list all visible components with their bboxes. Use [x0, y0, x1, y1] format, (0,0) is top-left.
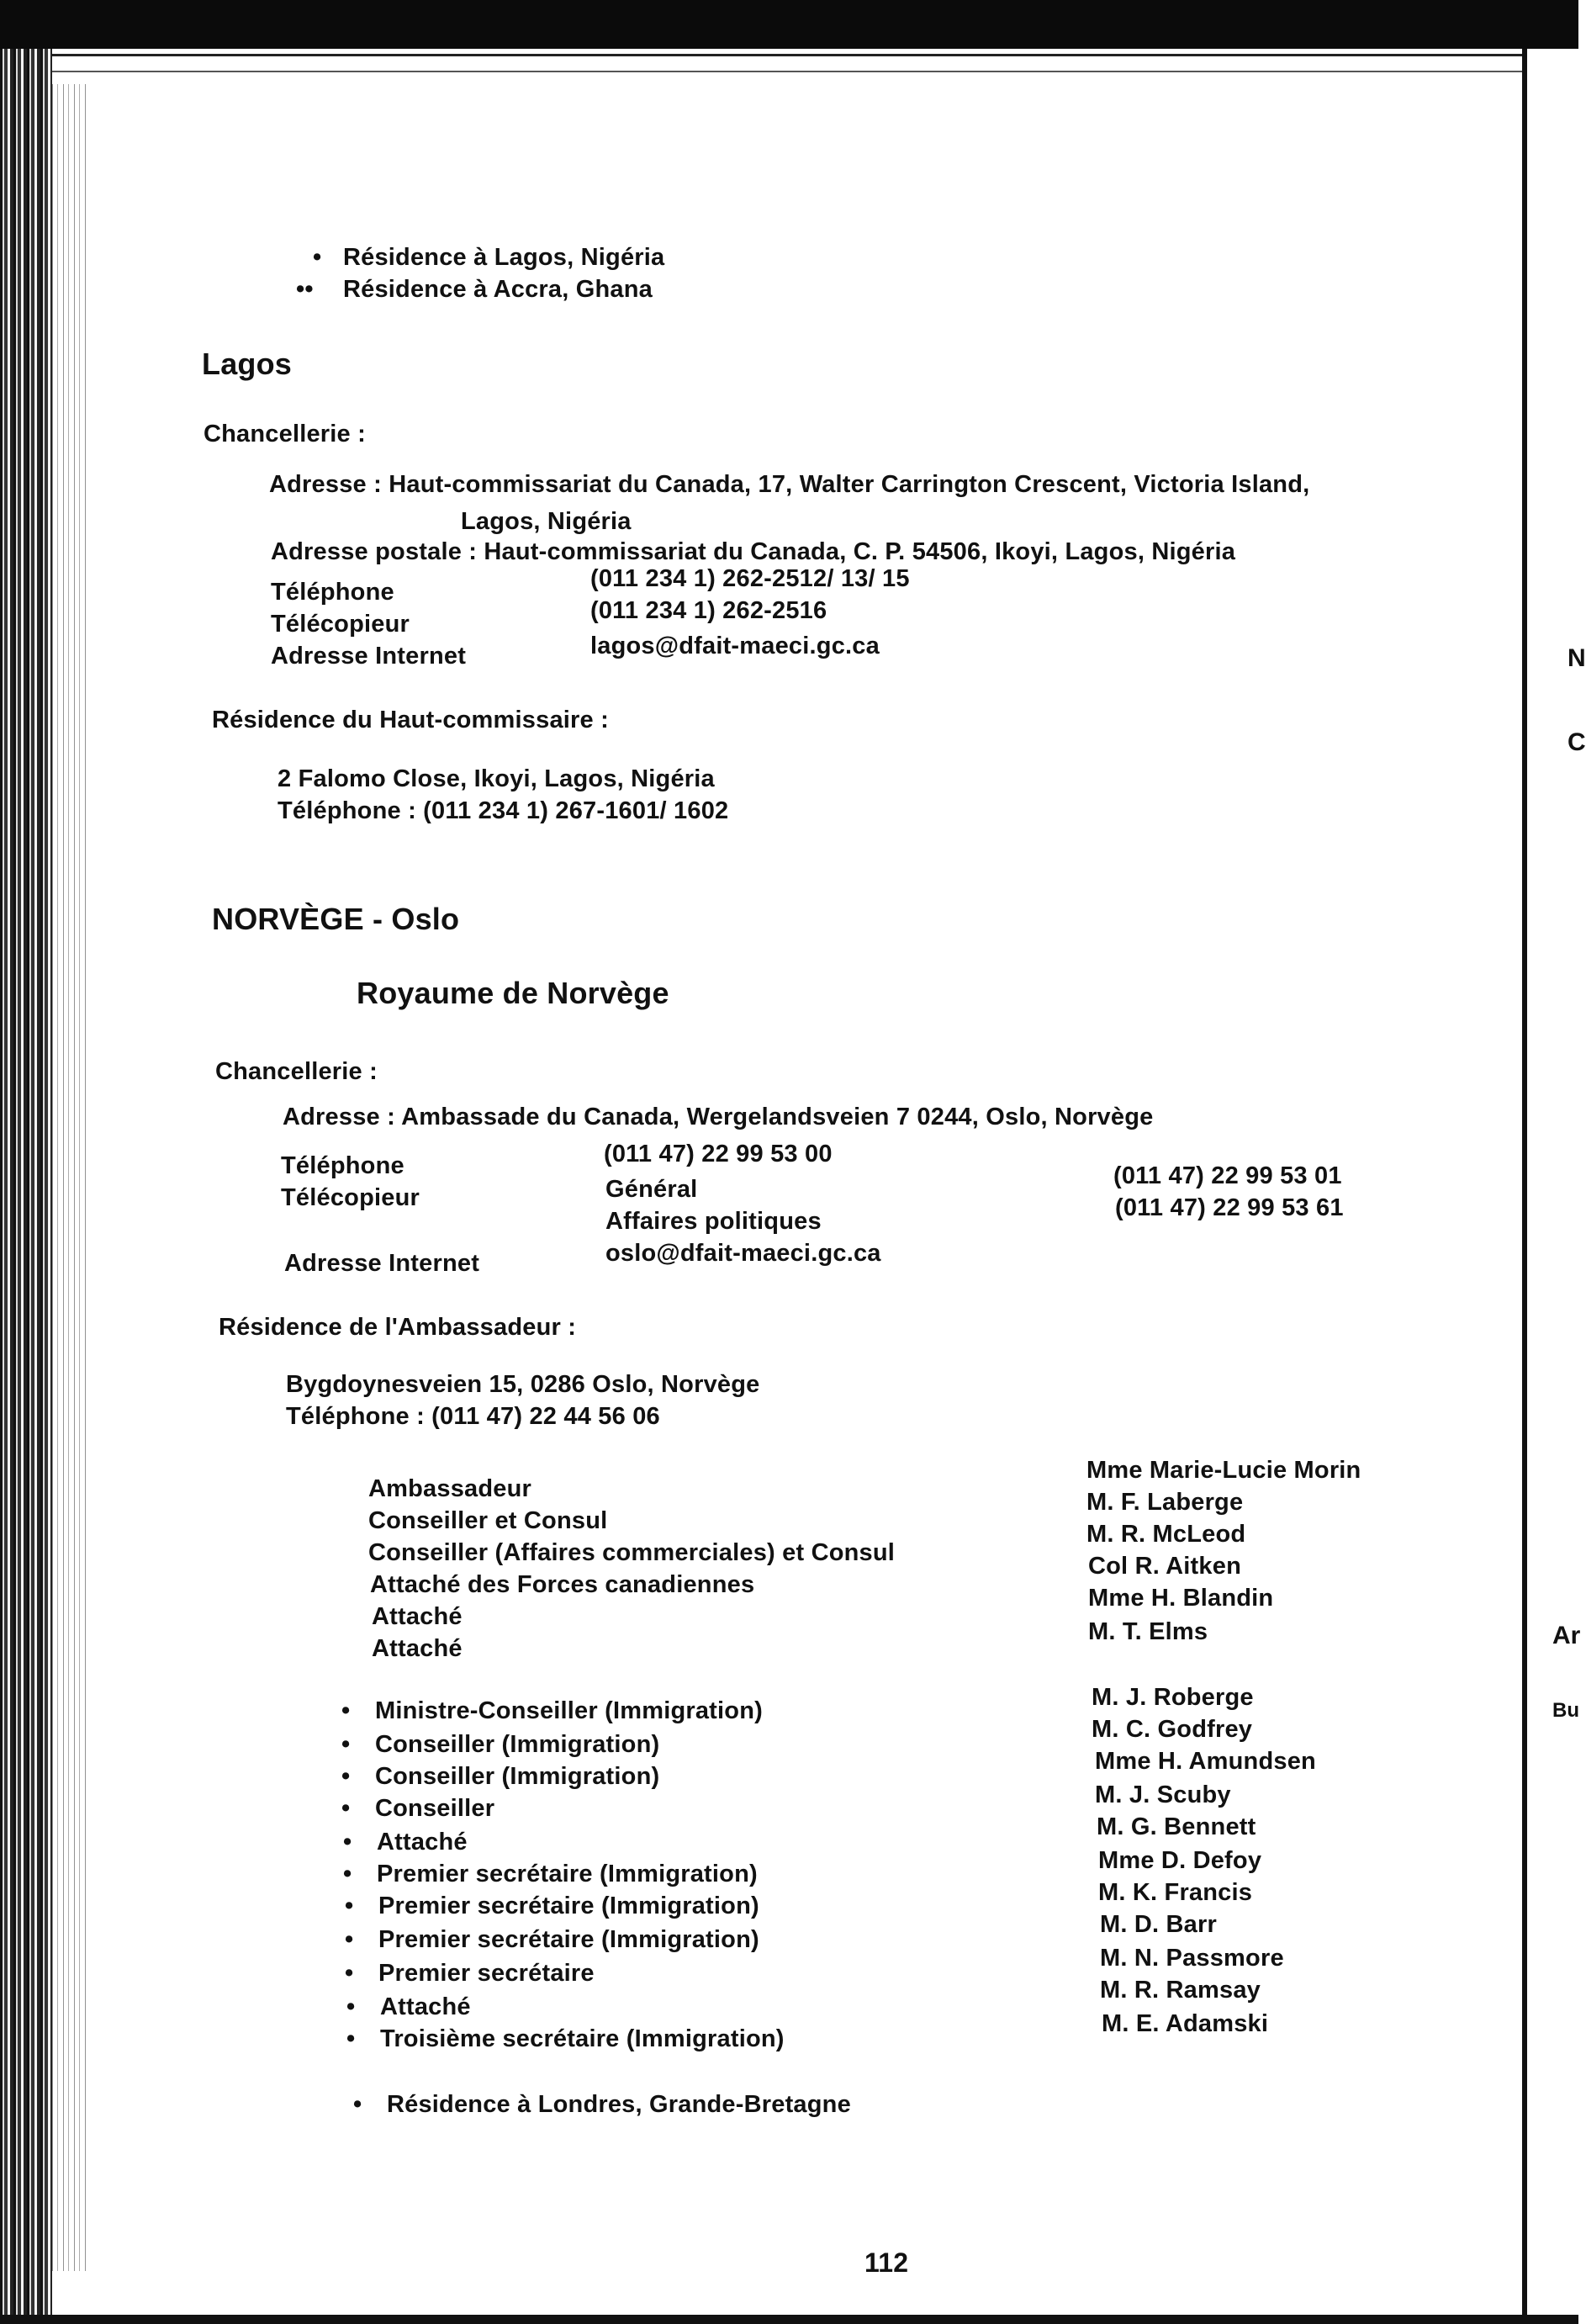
oslo-fax-label: Télécopieur	[281, 1184, 420, 1211]
scan-top-rule	[0, 54, 1522, 56]
staff-title: Conseiller et Consul	[368, 1507, 608, 1534]
list-item: • Attaché	[346, 1993, 471, 2020]
staff-name: M. F. Laberge	[1086, 1489, 1244, 1516]
adjacent-page-fragment: C	[1567, 728, 1586, 756]
list-item: • Troisième secrétaire (Immigration)	[346, 2025, 785, 2052]
staff-name: M. R. Ramsay	[1100, 1977, 1261, 2004]
footnote-london: • Résidence à Londres, Grande-Bretagne	[353, 2091, 851, 2118]
list-item: • Premier secrétaire	[345, 1960, 595, 1987]
staff-name: M. C. Godfrey	[1092, 1716, 1253, 1743]
lagos-phone-value: (011 234 1) 262-2512/ 13/ 15	[590, 565, 910, 592]
staff-name: M. J. Roberge	[1092, 1684, 1254, 1711]
lagos-address-cont: Lagos, Nigéria	[461, 508, 632, 535]
bullet-marker: •	[313, 244, 322, 271]
staff-title: Conseiller (Affaires commerciales) et Consul	[368, 1539, 896, 1566]
lagos-email[interactable]: lagos@dfait-maeci.gc.ca	[590, 633, 880, 659]
oslo-phone-value: (011 47) 22 99 53 00	[604, 1141, 833, 1167]
section-title-lagos: Lagos	[202, 347, 293, 381]
page-number: 112	[864, 2247, 909, 2278]
adjacent-page-fragment: N	[1567, 644, 1586, 672]
staff-name: M. K. Francis	[1098, 1879, 1253, 1906]
list-item: • Conseiller	[341, 1795, 495, 1822]
bullet-marker: ••	[296, 276, 314, 303]
oslo-internet-label: Adresse Internet	[284, 1250, 480, 1277]
oslo-residence-phone: Téléphone : (011 47) 22 44 56 06	[286, 1403, 660, 1430]
staff-name: Mme H. Blandin	[1088, 1585, 1274, 1612]
scan-binding-edge	[0, 49, 52, 2324]
scan-top-edge	[0, 0, 1578, 49]
lagos-residence-label: Résidence du Haut-commissaire :	[212, 707, 609, 733]
staff-name: M. N. Passmore	[1100, 1945, 1284, 1972]
staff-title: Attaché	[372, 1635, 463, 1662]
list-item: • Premier secrétaire (Immigration)	[345, 1893, 759, 1919]
country-subtitle: Royaume de Norvège	[357, 976, 669, 1010]
oslo-address: Adresse : Ambassade du Canada, Wergelandsveien 7 0244, Oslo, Norvège	[283, 1104, 1154, 1130]
staff-name: Mme D. Defoy	[1098, 1847, 1262, 1874]
adjacent-page	[1527, 49, 1586, 2324]
oslo-fax-general: Général	[605, 1176, 698, 1203]
adjacent-page-fragment: Ar	[1552, 1622, 1581, 1649]
list-item: • Attaché	[343, 1829, 468, 1855]
note-accra: •• Résidence à Accra, Ghana	[296, 276, 653, 303]
staff-name: Col R. Aitken	[1088, 1553, 1241, 1580]
oslo-residence-address: Bygdoynesveien 15, 0286 Oslo, Norvège	[286, 1371, 760, 1398]
list-item: • Conseiller (Immigration)	[341, 1763, 660, 1790]
staff-name: M. T. Elms	[1088, 1618, 1208, 1645]
adjacent-page-fragment: Bu	[1552, 1699, 1579, 1722]
lagos-residence-address: 2 Falomo Close, Ikoyi, Lagos, Nigéria	[278, 765, 715, 792]
section-title-norvege: NORVÈGE - Oslo	[212, 902, 460, 936]
staff-name: M. D. Barr	[1100, 1911, 1217, 1938]
oslo-residence-label: Résidence de l'Ambassadeur :	[219, 1314, 577, 1341]
oslo-fax-general-value: (011 47) 22 99 53 01	[1113, 1162, 1342, 1189]
lagos-fax-value: (011 234 1) 262-2516	[590, 597, 827, 624]
staff-name: M. G. Bennett	[1097, 1813, 1256, 1840]
oslo-chancellerie-label: Chancellerie :	[215, 1058, 378, 1085]
oslo-fax-politique-value: (011 47) 22 99 53 61	[1115, 1194, 1344, 1221]
staff-name: Mme H. Amundsen	[1095, 1748, 1316, 1775]
staff-name: M. E. Adamski	[1102, 2010, 1269, 2037]
lagos-internet-label: Adresse Internet	[271, 643, 467, 670]
staff-name: M. R. McLeod	[1086, 1521, 1246, 1548]
lagos-phone-label: Téléphone	[271, 579, 394, 606]
staff-name: M. J. Scuby	[1095, 1781, 1231, 1808]
scan-bottom-edge	[0, 2315, 1578, 2324]
list-item: • Premier secrétaire (Immigration)	[345, 1926, 759, 1953]
list-item: • Premier secrétaire (Immigration)	[343, 1861, 758, 1887]
lagos-address: Adresse : Haut-commissariat du Canada, 17, Walter Carrington Crescent, Victoria Island,	[269, 471, 1310, 498]
lagos-chancellerie-label: Chancellerie :	[204, 421, 366, 447]
oslo-phone-label: Téléphone	[281, 1152, 404, 1179]
staff-title: Ambassadeur	[368, 1475, 531, 1502]
lagos-postal-address: Adresse postale : Haut-commissariat du Canada, C. P. 54506, Ikoyi, Lagos, Nigéria	[271, 538, 1236, 565]
list-item: • Ministre-Conseiller (Immigration)	[341, 1697, 763, 1724]
scan-top-rule-2	[0, 71, 1522, 72]
lagos-fax-label: Télécopieur	[271, 611, 410, 638]
list-item: • Conseiller (Immigration)	[341, 1731, 660, 1758]
oslo-fax-politique: Affaires politiques	[605, 1208, 822, 1235]
staff-title: Attaché des Forces canadiennes	[370, 1571, 755, 1598]
scan-binding-shadow	[52, 84, 86, 2271]
staff-title: Attaché	[372, 1603, 463, 1630]
note-lagos: • Résidence à Lagos, Nigéria	[313, 244, 665, 271]
oslo-email[interactable]: oslo@dfait-maeci.gc.ca	[605, 1240, 881, 1267]
lagos-residence-phone: Téléphone : (011 234 1) 267-1601/ 1602	[278, 797, 729, 824]
staff-name: Mme Marie-Lucie Morin	[1086, 1457, 1361, 1484]
